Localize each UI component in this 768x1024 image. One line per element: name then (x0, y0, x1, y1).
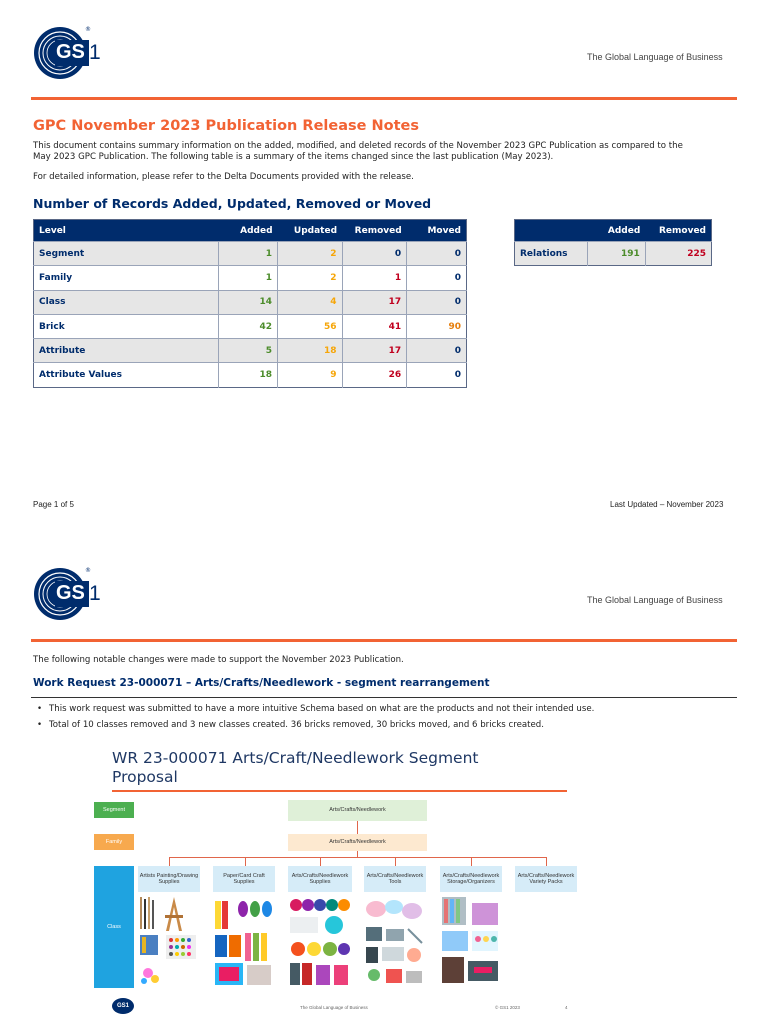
table-row (34, 290, 467, 314)
row-updated: 56 (278, 314, 342, 338)
level-class-label: Class (94, 866, 134, 988)
logo-one-text: 1 (89, 582, 101, 605)
row-added: 1 (218, 242, 277, 266)
row-added: 42 (218, 314, 277, 338)
slide-title (112, 749, 479, 787)
connector-line (546, 857, 547, 866)
logo-gs-text: GS (56, 582, 85, 604)
paper-craft-image (213, 895, 275, 987)
row-updated: 2 (278, 266, 342, 290)
connector-line (471, 857, 472, 866)
connector-line (245, 857, 246, 866)
bullet-item: • Total of 10 classes removed and 3 new classes created. 36 bricks removed, 30 bricks moved, and 6 bricks created. (49, 720, 544, 730)
header-tagline-page2: The Global Language of Business (587, 595, 723, 605)
detail-note: For detailed information, please refer to the Delta Documents provided with the release. (33, 172, 414, 182)
row-removed: 0 (342, 242, 407, 266)
row-level: Segment (34, 242, 219, 266)
row-updated: 4 (278, 290, 342, 314)
work-request-heading: Work Request 23-000071 – Arts/Crafts/Needlework - segment rearrangement (33, 677, 490, 689)
slide-title-rule (112, 790, 567, 792)
col-updated: Updated (278, 220, 342, 242)
class-box: Arts/Crafts/Needlework Supplies (288, 866, 352, 892)
row-added: 14 (218, 290, 277, 314)
row-moved: 0 (407, 339, 467, 363)
slide-footer-page: 4 (565, 1005, 568, 1010)
footer-page-number: Page 1 of 5 (33, 500, 74, 509)
table-row (34, 266, 467, 290)
footer-last-updated: Last Updated – November 2023 (610, 500, 724, 509)
relations-table (514, 219, 712, 266)
row-removed: 225 (645, 242, 711, 266)
artists-supplies-image (138, 895, 200, 987)
gs1-logo-page2 (33, 567, 133, 623)
needlework-supplies-image (288, 895, 352, 987)
row-moved: 0 (407, 290, 467, 314)
row-label: Relations (515, 242, 588, 266)
segment-box: Arts/Crafts/Needlework (288, 800, 427, 821)
page-title: GPC November 2023 Publication Release Notes (33, 118, 420, 134)
row-removed: 26 (342, 363, 407, 387)
row-level: Attribute (34, 339, 219, 363)
class-box: Artists Painting/Drawing Supplies (138, 866, 200, 892)
col-moved: Moved (407, 220, 467, 242)
row-level: Family (34, 266, 219, 290)
row-level: Brick (34, 314, 219, 338)
header-tagline: The Global Language of Business (587, 52, 723, 62)
connector-line (169, 857, 170, 866)
table-row (34, 242, 467, 266)
logo-registered-mark: ® (85, 26, 91, 33)
class-box: Arts/Crafts/Needlework Tools (364, 866, 426, 892)
row-added: 18 (218, 363, 277, 387)
row-removed: 17 (342, 339, 407, 363)
header-rule (31, 97, 737, 100)
table-row (34, 314, 467, 338)
col-level: Level (34, 220, 219, 242)
logo-gs-text: GS (56, 41, 85, 63)
row-updated: 9 (278, 363, 342, 387)
family-box: Arts/Crafts/Needlework (288, 834, 427, 851)
col-blank (515, 220, 588, 242)
section-heading: Number of Records Added, Updated, Removed or Moved (33, 196, 432, 211)
row-level: Class (34, 290, 219, 314)
heading-rule (31, 697, 737, 698)
intro-line-1: This document contains summary information on the added, modified, and deleted records of the November 2023 GPC Publication as compared to the (33, 141, 683, 151)
logo-registered-mark: ® (85, 567, 91, 574)
row-removed: 41 (342, 314, 407, 338)
records-table (33, 219, 467, 388)
row-added: 5 (218, 339, 277, 363)
row-removed: 17 (342, 290, 407, 314)
row-moved: 0 (407, 363, 467, 387)
class-box: Arts/Crafts/Needlework Storage/Organizers (440, 866, 502, 892)
needlework-tools-image (364, 895, 426, 987)
logo-one-text: 1 (89, 41, 101, 64)
row-moved: 0 (407, 242, 467, 266)
header-rule-page2 (31, 639, 737, 642)
records-header-row (34, 220, 467, 242)
slide-footer-brand: GS1 (112, 998, 134, 1014)
connector-line (357, 821, 358, 834)
level-family-label: Family (94, 834, 134, 850)
slide-footer-tagline: The Global Language of Business (300, 1005, 368, 1010)
slide-footer-copyright: © GS1 2023 (495, 1005, 520, 1010)
table-row (34, 363, 467, 387)
row-added: 1 (218, 266, 277, 290)
slide-title-line-1: WR 23-000071 Arts/Craft/Needlework Segment (112, 749, 479, 767)
table-row (515, 242, 712, 266)
row-added: 191 (588, 242, 646, 266)
page2-intro: The following notable changes were made to support the November 2023 Publication. (33, 655, 404, 665)
connector-line (395, 857, 396, 866)
table-row (34, 339, 467, 363)
row-moved: 90 (407, 314, 467, 338)
class-box: Paper/Card Craft Supplies (213, 866, 275, 892)
col-added: Added (218, 220, 277, 242)
relations-header-row (515, 220, 712, 242)
connector-line (320, 857, 321, 866)
storage-organizers-image (440, 895, 502, 987)
gs1-logo (33, 26, 133, 82)
intro-line-2: May 2023 GPC Publication. The following table is a summary of the items changed since the last publication (May 2023). (33, 152, 554, 162)
class-box: Arts/Crafts/Needlework Variety Packs (515, 866, 577, 892)
col-added: Added (588, 220, 646, 242)
row-moved: 0 (407, 266, 467, 290)
col-removed: Removed (342, 220, 407, 242)
row-updated: 2 (278, 242, 342, 266)
slide-title-line-2: Proposal (112, 768, 178, 786)
bullet-item: • This work request was submitted to have a more intuitive Schema based on what are the products and not their intended use. (49, 704, 594, 714)
row-removed: 1 (342, 266, 407, 290)
row-updated: 18 (278, 339, 342, 363)
connector-line (169, 857, 546, 858)
level-segment-label: Segment (94, 802, 134, 818)
col-removed: Removed (645, 220, 711, 242)
row-level: Attribute Values (34, 363, 219, 387)
